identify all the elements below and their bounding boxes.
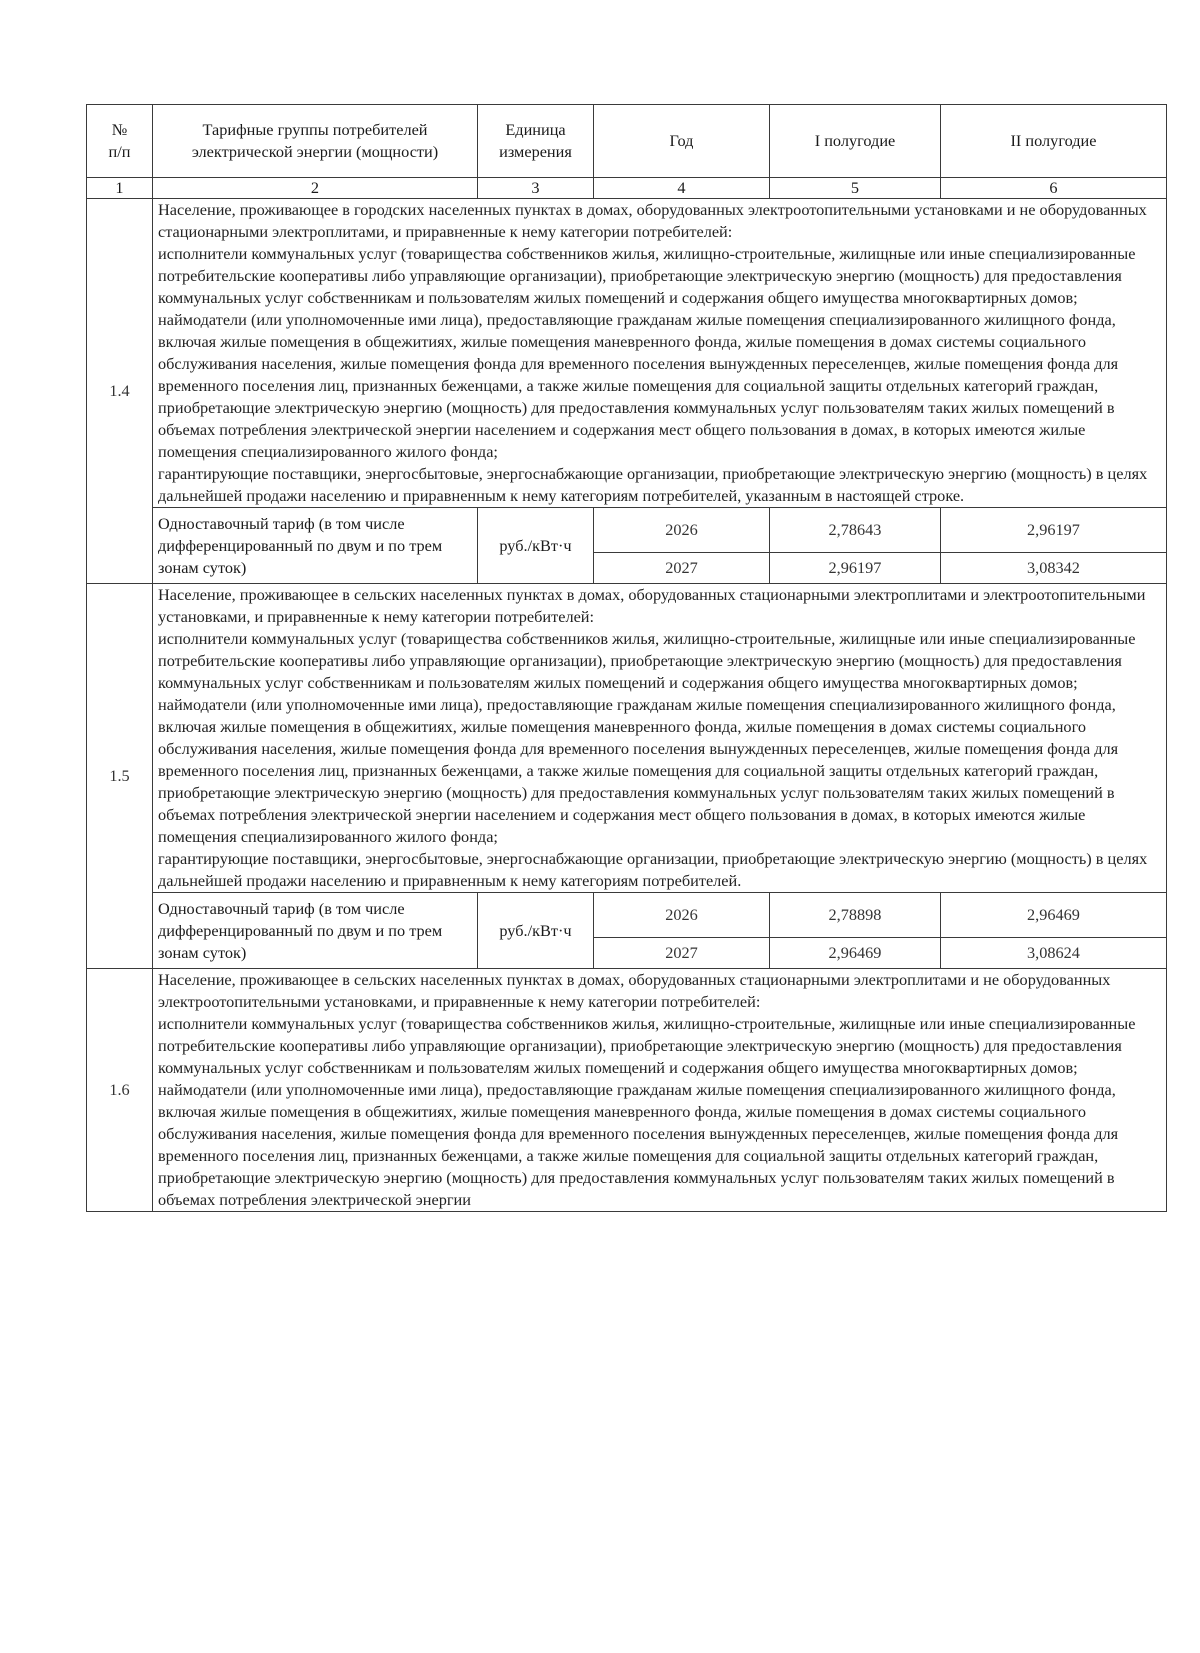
section-index: 1.6 xyxy=(87,969,153,1212)
tariff-year: 2026 xyxy=(594,893,770,938)
column-number: 5 xyxy=(770,178,941,199)
table-header-row xyxy=(87,105,1167,178)
tariff-table xyxy=(86,104,1167,1212)
column-number: 2 xyxy=(153,178,478,199)
column-number: 6 xyxy=(941,178,1167,199)
section-index: 1.5 xyxy=(87,584,153,969)
section-description xyxy=(153,584,1167,893)
tariff-second-half-value: 2,96197 xyxy=(941,508,1167,553)
column-number-row xyxy=(87,178,1167,199)
column-number: 3 xyxy=(478,178,594,199)
description-paragraph: Население, проживающее в сельских населенных пунктах в домах, оборудованных стационарными электроплитами и не оборудованных электроотопительными установками, и приравненные к нему категории потребителей: xyxy=(158,970,1111,1011)
description-paragraph: исполнители коммунальных услуг (товарищества собственников жилья, жилищно-строительные, жилищные или иные специализированные потребительские кооперативы либо управляющие организации), приобретающие электрическую энергию (мощность) для предоставления коммунальных услуг собственникам и пользователям жилых помещений и содержания общего имущества многоквартирных домов; xyxy=(158,1014,1136,1077)
tariff-first-half-value: 2,96469 xyxy=(770,938,941,969)
tariff-label: Одноставочный тариф (в том числе дифференцированный по двум и по трем зонам суток) xyxy=(153,893,478,969)
tariff-second-half-value: 3,08342 xyxy=(941,553,1167,584)
tariff-unit: руб./кВт·ч xyxy=(478,508,594,584)
column-number: 4 xyxy=(594,178,770,199)
tariff-first-half-value: 2,78643 xyxy=(770,508,941,553)
section-description xyxy=(153,969,1167,1212)
tariff-label: Одноставочный тариф (в том числе дифференцированный по двум и по трем зонам суток) xyxy=(153,508,478,584)
tariff-first-half-value: 2,96197 xyxy=(770,553,941,584)
header-second-half: II полугодие xyxy=(941,105,1167,178)
tariff-unit: руб./кВт·ч xyxy=(478,893,594,969)
description-paragraph: исполнители коммунальных услуг (товарищества собственников жилья, жилищно-строительные, жилищные или иные специализированные потребительские кооперативы либо управляющие организации), приобретающие электрическую энергию (мощность) для предоставления коммунальных услуг собственникам и пользователям жилых помещений и содержания общего имущества многоквартирных домов; xyxy=(158,244,1136,307)
header-year: Год xyxy=(594,105,770,178)
description-paragraph: Население, проживающее в городских населенных пунктах в домах, оборудованных электроотопительными установками и не оборудованных стационарными электроплитами, и приравненные к нему категории потребителей: xyxy=(158,200,1147,241)
description-paragraph: наймодатели (или уполномоченные ими лица), предоставляющие гражданам жилые помещения специализированного жилищного фонда, включая жилые помещения в общежитиях, жилые помещения маневренного фонда, жилые помещения в домах системы социального обслуживания населения, жилые помещения фонда для временного поселения вынужденных переселенцев, жилые помещения фонда для временного поселения лиц, признанных беженцами, а также жилые помещения для социальной защиты отдельных категорий граждан, приобретающие электрическую энергию (мощность) для предоставления коммунальных услуг пользователям таких жилых помещений в объемах потребления электрической энергии населением и содержания мест общего пользования в домах, в которых имеются жилые помещения специализированного жилого фонда; xyxy=(158,310,1119,461)
section-index: 1.4 xyxy=(87,199,153,584)
description-paragraph: Население, проживающее в сельских населенных пунктах в домах, оборудованных стационарными электроплитами и электроотопительными установками, и приравненные к нему категории потребителей: xyxy=(158,585,1146,626)
column-number: 1 xyxy=(87,178,153,199)
section-row-1-6 xyxy=(87,969,1167,1212)
document-page xyxy=(86,104,1166,1212)
tariff-second-half-value: 3,08624 xyxy=(941,938,1167,969)
tariff-year: 2027 xyxy=(594,553,770,584)
header-first-half: I полугодие xyxy=(770,105,941,178)
tariff-second-half-value: 2,96469 xyxy=(941,893,1167,938)
tariff-year: 2027 xyxy=(594,938,770,969)
tariff-year: 2026 xyxy=(594,508,770,553)
section-row-1-4 xyxy=(87,199,1167,508)
description-paragraph: исполнители коммунальных услуг (товарищества собственников жилья, жилищно-строительные, жилищные или иные специализированные потребительские кооперативы либо управляющие организации), приобретающие электрическую энергию (мощность) для предоставления коммунальных услуг собственникам и пользователям жилых помещений и содержания общего имущества многоквартирных домов; xyxy=(158,629,1136,692)
tariff-row xyxy=(87,508,1167,553)
header-row-number: № п/п xyxy=(87,105,153,178)
section-description xyxy=(153,199,1167,508)
description-paragraph: гарантирующие поставщики, энергосбытовые, энергоснабжающие организации, приобретающие электрическую энергию (мощность) в целях дальнейшей продажи населению и приравненным к нему категориям потребителей. xyxy=(158,849,1148,890)
description-paragraph: гарантирующие поставщики, энергосбытовые, энергоснабжающие организации, приобретающие электрическую энергию (мощность) в целях дальнейшей продажи населению и приравненным к нему категориям потребителей, указанным в настоящей строке. xyxy=(158,464,1148,505)
description-paragraph: наймодатели (или уполномоченные ими лица), предоставляющие гражданам жилые помещения специализированного жилищного фонда, включая жилые помещения в общежитиях, жилые помещения маневренного фонда, жилые помещения в домах системы социального обслуживания населения, жилые помещения фонда для временного поселения вынужденных переселенцев, жилые помещения фонда для временного поселения лиц, признанных беженцами, а также жилые помещения для социальной защиты отдельных категорий граждан, приобретающие электрическую энергию (мощность) для предоставления коммунальных услуг пользователям таких жилых помещений в объемах потребления электрической энергии населением и содержания мест общего пользования в домах, в которых имеются жилые помещения специализированного жилого фонда; xyxy=(158,695,1119,846)
tariff-first-half-value: 2,78898 xyxy=(770,893,941,938)
header-tariff-group: Тарифные группы потребителей электрической энергии (мощности) xyxy=(153,105,478,178)
section-row-1-5 xyxy=(87,584,1167,893)
header-unit: Единица измерения xyxy=(478,105,594,178)
description-paragraph: наймодатели (или уполномоченные ими лица), предоставляющие гражданам жилые помещения специализированного жилищного фонда, включая жилые помещения в общежитиях, жилые помещения маневренного фонда, жилые помещения в домах системы социального обслуживания населения, жилые помещения фонда для временного поселения вынужденных переселенцев, жилые помещения фонда для временного поселения лиц, признанных беженцами, а также жилые помещения для социальной защиты отдельных категорий граждан, приобретающие электрическую энергию (мощность) для предоставления коммунальных услуг пользователям таких жилых помещений в объемах потребления электрической энергии xyxy=(158,1080,1119,1209)
tariff-row xyxy=(87,893,1167,938)
